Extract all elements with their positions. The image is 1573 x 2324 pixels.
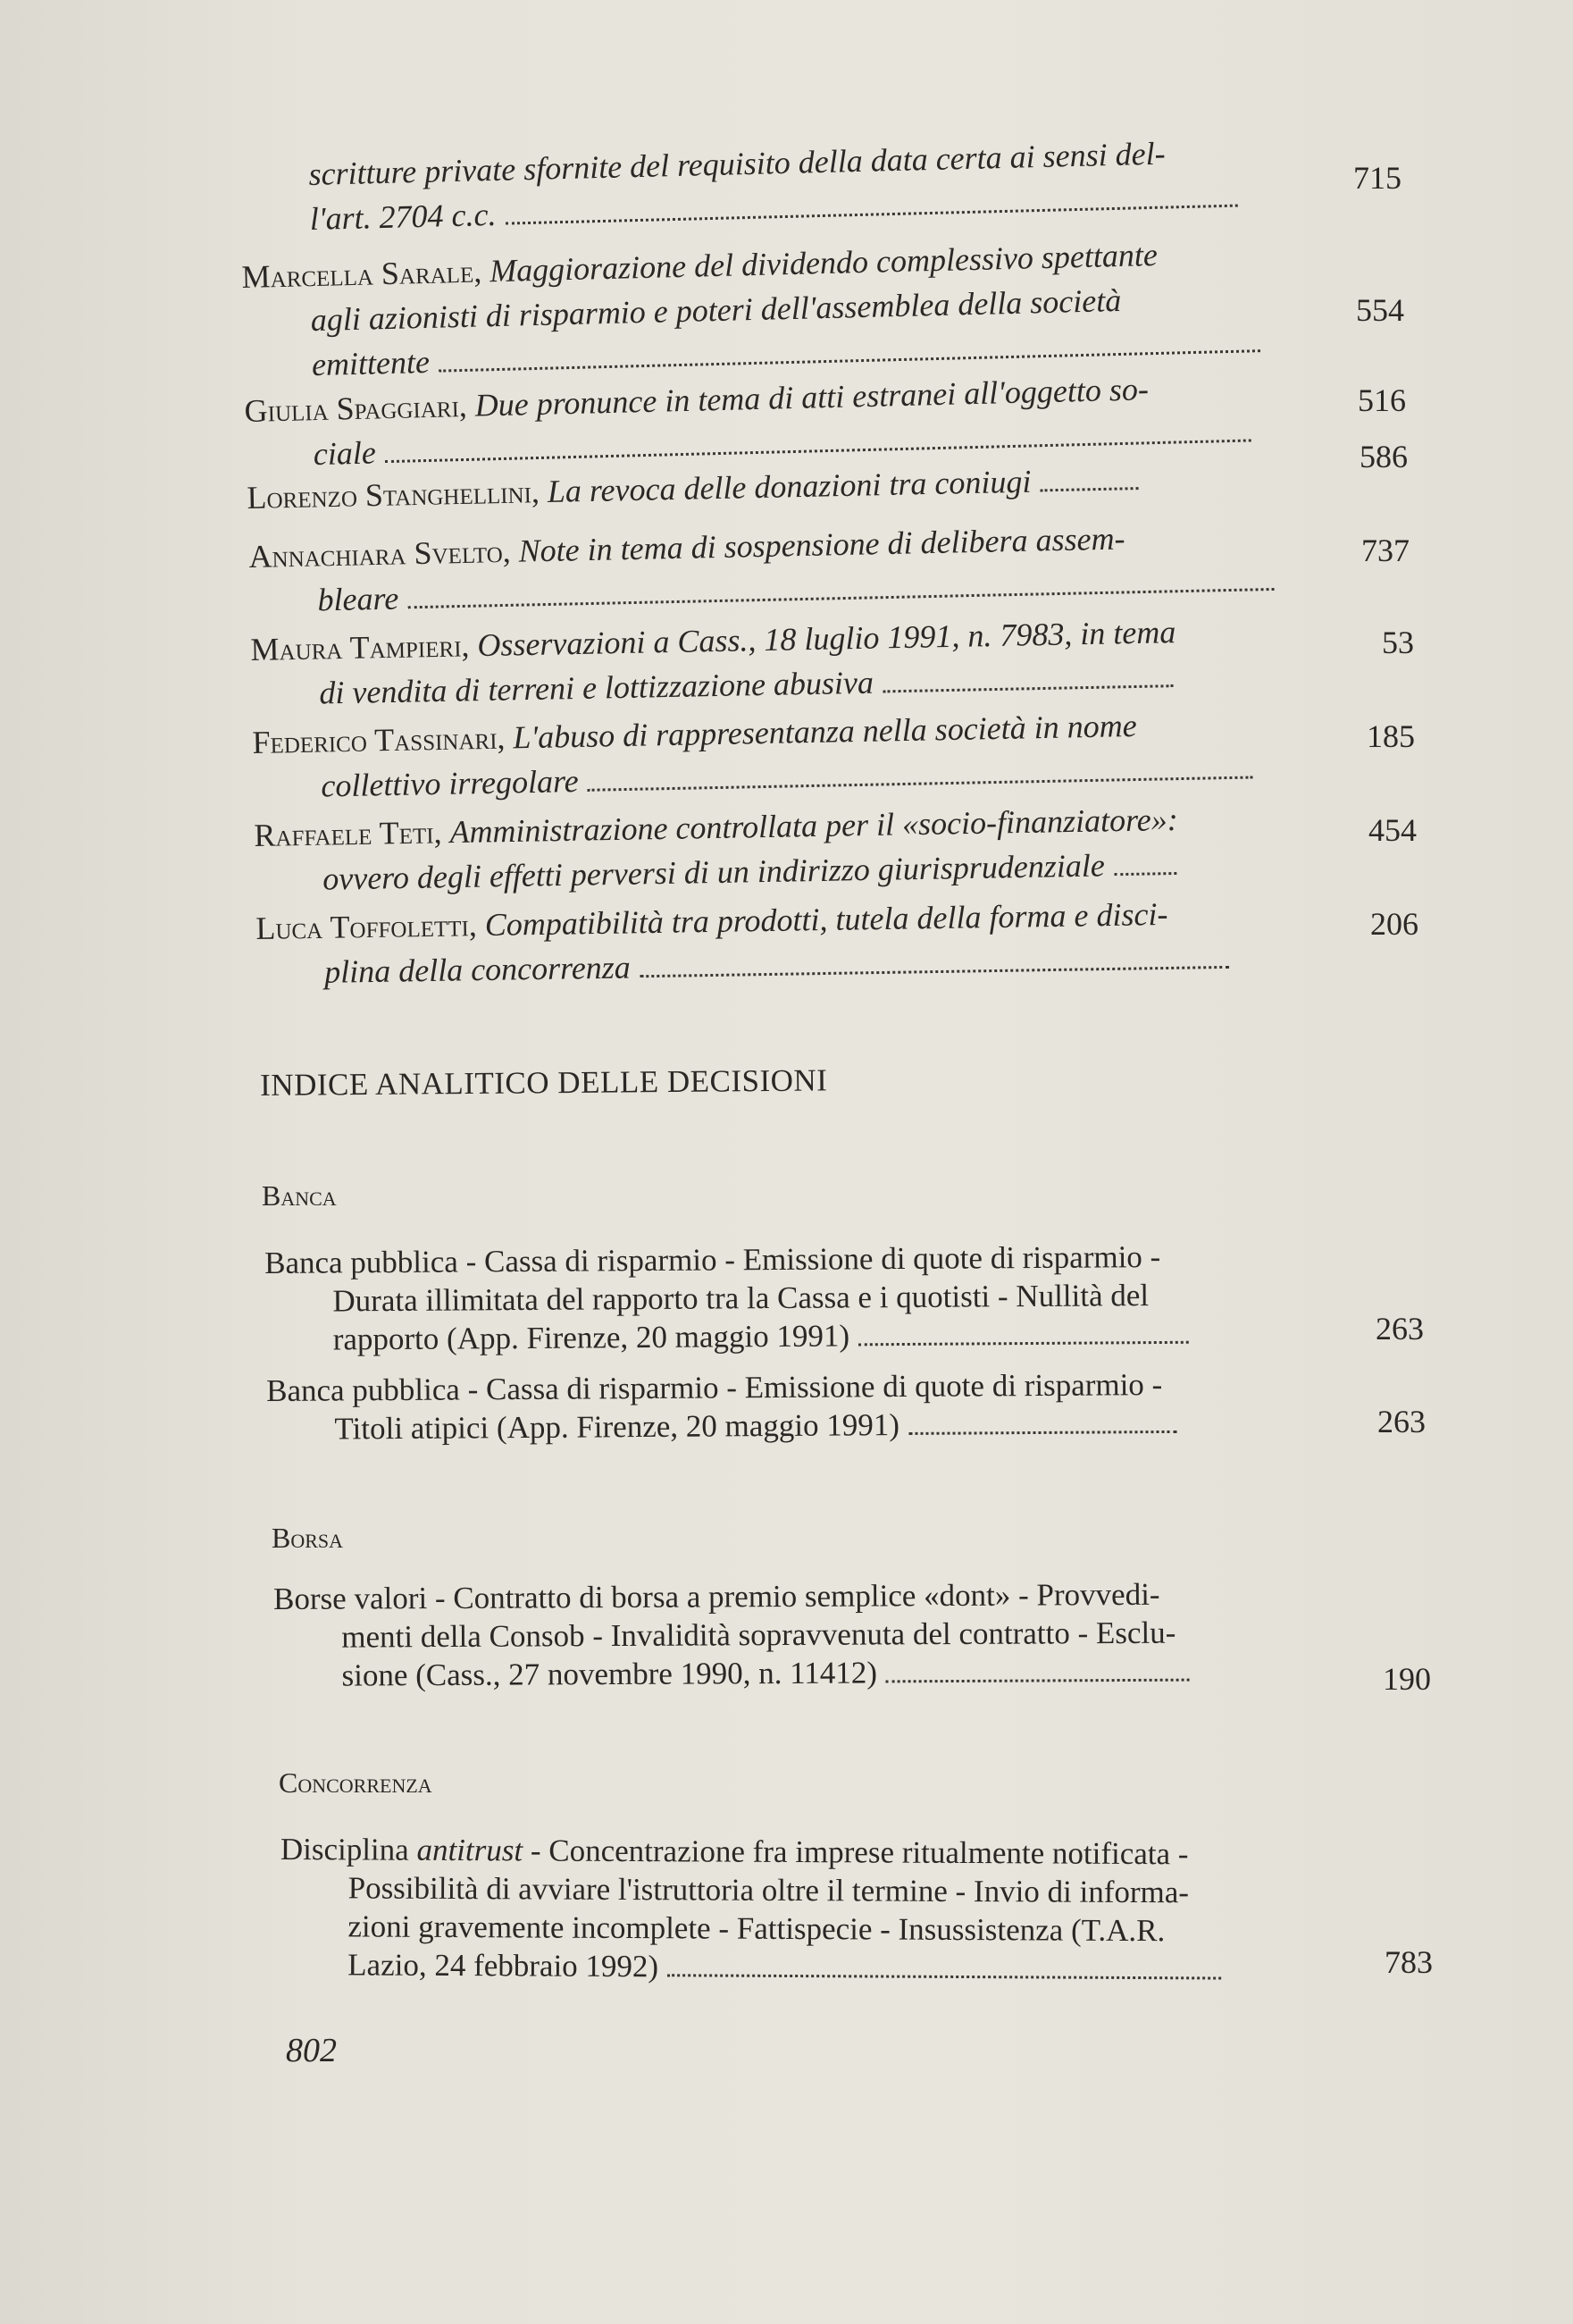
- entry-line: Banca pubblica - Cassa di risparmio - Emissione di quote di risparmio -: [266, 1366, 1163, 1408]
- entry-line: Possibilità di avviare l'istruttoria oltre il termine - Invio di informa-: [347, 1870, 1190, 1910]
- index-heading: INDICE ANALITICO DELLE DECISIONI: [260, 1062, 828, 1103]
- entry-line: Titoli atipici (App. Firenze, 20 maggio 1991): [266, 1404, 1176, 1448]
- author-name: Annachiara Svelto,: [248, 533, 512, 575]
- entry-line: Borse valori - Contratto di borsa a premio semplice «dont» - Provvedi-: [273, 1576, 1160, 1616]
- entry-line: sione (Cass., 27 novembre 1990, n. 11412): [273, 1652, 1190, 1695]
- entry-line: rapporto (App. Firenze, 20 maggio 1991): [265, 1314, 1190, 1359]
- author-entry: [241, 230, 1260, 389]
- page-number: 586: [1360, 439, 1408, 474]
- page-number: 206: [1370, 906, 1418, 942]
- entry-line: Disciplina antitrust - Concentrazione fra imprese ritualmente notificata -: [280, 1832, 1189, 1872]
- section-title: Banca: [262, 1179, 337, 1212]
- decision-entry: [264, 1238, 1189, 1359]
- decision-entry: [280, 1830, 1222, 1989]
- entry-line: Luca Toffoletti, Compatibilità tra prodotti, tutela della forma e disci-: [255, 895, 1168, 946]
- decision-entry: [266, 1365, 1176, 1448]
- entry-line: Annachiara Svelto, Note in tema di sospensione di delibera assem-: [248, 520, 1125, 575]
- page-number: 454: [1368, 812, 1417, 848]
- page-number: 263: [1377, 1404, 1426, 1439]
- section-title: Concorrenza: [279, 1766, 432, 1799]
- entry-line: menti della Consob - Invalidità sopravvenuta del contratto - Esclu-: [341, 1615, 1176, 1655]
- entry-line: ciale: [245, 408, 1251, 477]
- author-name: Luca Toffoletti,: [255, 907, 478, 946]
- author-entry: [252, 701, 1253, 810]
- decision-entry: [273, 1575, 1190, 1695]
- page-number: 53: [1382, 625, 1414, 660]
- author-name: Lorenzo Stanghellini,: [247, 474, 540, 516]
- entry-line: Banca pubblica - Cassa di risparmio - Emissione di quote di risparmio -: [264, 1238, 1161, 1280]
- entry-line: Marcella Sarale, Maggiorazione del dividendo complessivo spettante: [241, 236, 1159, 295]
- author-entry: [250, 609, 1177, 717]
- entry-line: Federico Tassinari, L'abuso di rappresentanza nella società in nome: [252, 707, 1137, 760]
- page-number: 190: [1383, 1661, 1431, 1697]
- entry-line: di vendita di terreni e lottizzazione abusiva: [251, 654, 1177, 717]
- entry-line: Giulia Spaggiari, Due pronunce in tema di atti estranei all'oggetto so-: [244, 371, 1150, 429]
- author-name: Raffaele Teti,: [254, 814, 442, 853]
- entry-line: collettivo irregolare: [253, 746, 1253, 810]
- entry-line: Durata illimitata del rapporto tra la Cassa e i quotisti - Nullità del: [332, 1278, 1150, 1319]
- page-number: 263: [1376, 1311, 1424, 1347]
- author-entry: [248, 513, 1274, 624]
- author-name: Federico Tassinari,: [252, 719, 506, 760]
- entry-line: scritture private sfornite del requisito della data certa ai sensi del-: [308, 135, 1167, 192]
- page-number: 715: [1353, 160, 1401, 196]
- entry-line: agli azionisti di risparmio e poteri dell'assemblea della società: [310, 281, 1122, 339]
- page-number: 516: [1358, 382, 1406, 418]
- author-entry: [308, 130, 1238, 241]
- entry-line: l'art. 2704 c.c.: [309, 174, 1238, 241]
- entry-line: Raffaele Teti, Amministrazione controllata per il «socio-finanziatore»:: [254, 801, 1179, 853]
- page-number: 185: [1367, 718, 1415, 754]
- author-name: Giulia Spaggiari,: [244, 387, 468, 429]
- entry-line: Lorenzo Stanghellini, La revoca delle donazioni tra coniugi: [247, 457, 1139, 520]
- entry-line: plina della concorrenza: [256, 935, 1229, 995]
- entry-line: zioni gravemente incomplete - Fattispecie - Insussistenza (T.A.R.: [347, 1909, 1166, 1949]
- author-name: Maura Tampieri,: [250, 627, 470, 667]
- author-name: Marcella Sarale,: [241, 253, 482, 295]
- entry-line: emittente: [243, 319, 1260, 389]
- entry-line: Lazio, 24 febbraio 1992): [280, 1945, 1221, 1989]
- page-number: 783: [1385, 1944, 1433, 1980]
- page-number: 554: [1356, 292, 1404, 328]
- entry-line: ovvero degli effetti perversi di un indirizzo giurisprudenziale: [255, 842, 1179, 902]
- entry-line: bleare: [249, 558, 1274, 624]
- folio-page-number: 802: [286, 2032, 337, 2069]
- author-entry: [255, 891, 1229, 995]
- entry-line: Maura Tampieri, Osservazioni a Cass., 18 luglio 1991, n. 7983, in tema: [250, 614, 1176, 667]
- page-number: 737: [1361, 533, 1410, 568]
- author-entry: [254, 797, 1179, 902]
- section-title: Borsa: [272, 1522, 344, 1554]
